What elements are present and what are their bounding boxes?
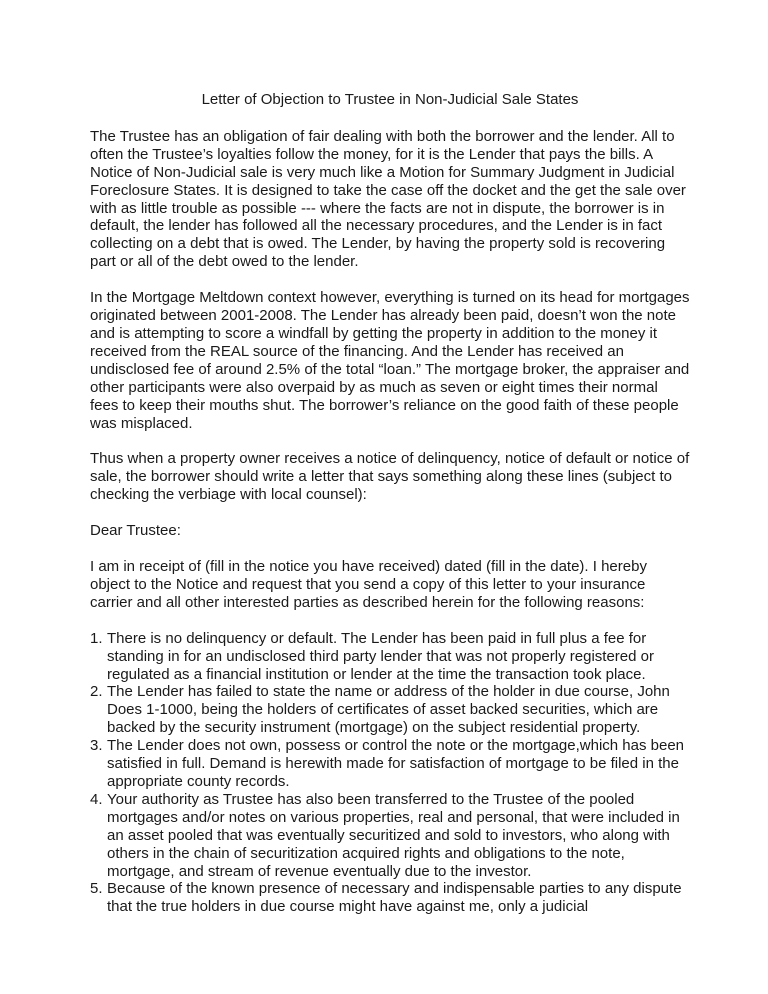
list-item [90, 737, 690, 791]
list-item-number: 5. [90, 880, 103, 898]
list-item-text: The Lender does not own, possess or control the note or the mortgage,which has been satisfied in full. Demand is herewith made for satisfaction of mortgage to be filed in the appropriate county records. [107, 737, 685, 790]
paragraph-trustee-obligation: The Trustee has an obligation of fair dealing with both the borrower and the lender. All to often the Trustee’s loyalties follow the money, for it is the Lender that pays the bills. A Notice of Non-Judicial sale is very much like a Motion for Summary Judgment in Judicial Foreclosure States. It is designed to take the case off the docket and the get the sale over with as little trouble as possible --- where the facts are not in dispute, the borrower is in default, the lender has followed all the necessary procedures, and the Lender is in fact collecting on a debt that is owed. The Lender, by having the property sold is recovering part or all of the debt owed to the lender. [90, 127, 686, 271]
salutation: Dear Trustee: [90, 522, 181, 540]
list-item-number: 4. [90, 790, 103, 808]
list-item [90, 683, 690, 737]
list-item-number: 2. [90, 683, 103, 701]
paragraph-notice-instructions: Thus when a property owner receives a notice of delinquency, notice of default or notice of sale, the borrower should write a letter that says something along these lines (subject to checking the verbiage with local counsel): [90, 450, 690, 504]
list-item-number: 3. [90, 737, 103, 755]
document-title: Letter of Objection to Trustee in Non-Judicial Sale States [201, 91, 579, 108]
reasons-list [90, 630, 690, 917]
paragraph-objection: I am in receipt of (fill in the notice you have received) dated (fill in the date). I hereby object to the Notice and request that you send a copy of this letter to your insurance carrier and all other interested parties as described herein for the following reasons: [90, 558, 647, 611]
list-item [90, 880, 690, 916]
list-item [90, 791, 690, 881]
list-item-text: Your authority as Trustee has also been transferred to the Trustee of the pooled mortgages and/or notes on various properties, real and personal, that were included in an asset pooled that was eventually securitized and sold to investors, who along with others in the chain of securitization acquired rights and obligations to the note, mortgage, and stream of revenue eventually due to the investor. [107, 790, 680, 880]
document-body [90, 91, 690, 916]
paragraph-mortgage-meltdown: In the Mortgage Meltdown context however, everything is turned on its head for mortgages originated between 2001-2008. The Lender has already been paid, doesn’t won the note and is attempting to score a windfall by getting the property in addition to the money it received from the REAL source of the financing. And the Lender has received an undisclosed fee of around 2.5% of the total “loan.” The mortgage broker, the appraiser and other participants were also overpaid by as much as seven or eight times their normal fees to keep their mouths shut. The borrower’s reliance on the good faith of these people was misplaced. [90, 289, 690, 432]
list-item-text: There is no delinquency or default. The Lender has been paid in full plus a fee for standing in for an undisclosed third party lender that was not properly registered or regulated as a financial institution or lender at the time the transaction took place. [107, 629, 654, 683]
list-item-text: Because of the known presence of necessary and indispensable parties to any dispute that the true holders in due course might have against me, only a judicial [107, 880, 682, 916]
list-item-text: The Lender has failed to state the name or address of the holder in due course, John Does 1-1000, being the holders of certificates of asset backed securities, which are backed by the security instrument (mortgage) on the subject residential property. [107, 683, 670, 737]
list-item-number: 1. [90, 629, 103, 647]
list-item [90, 630, 690, 684]
